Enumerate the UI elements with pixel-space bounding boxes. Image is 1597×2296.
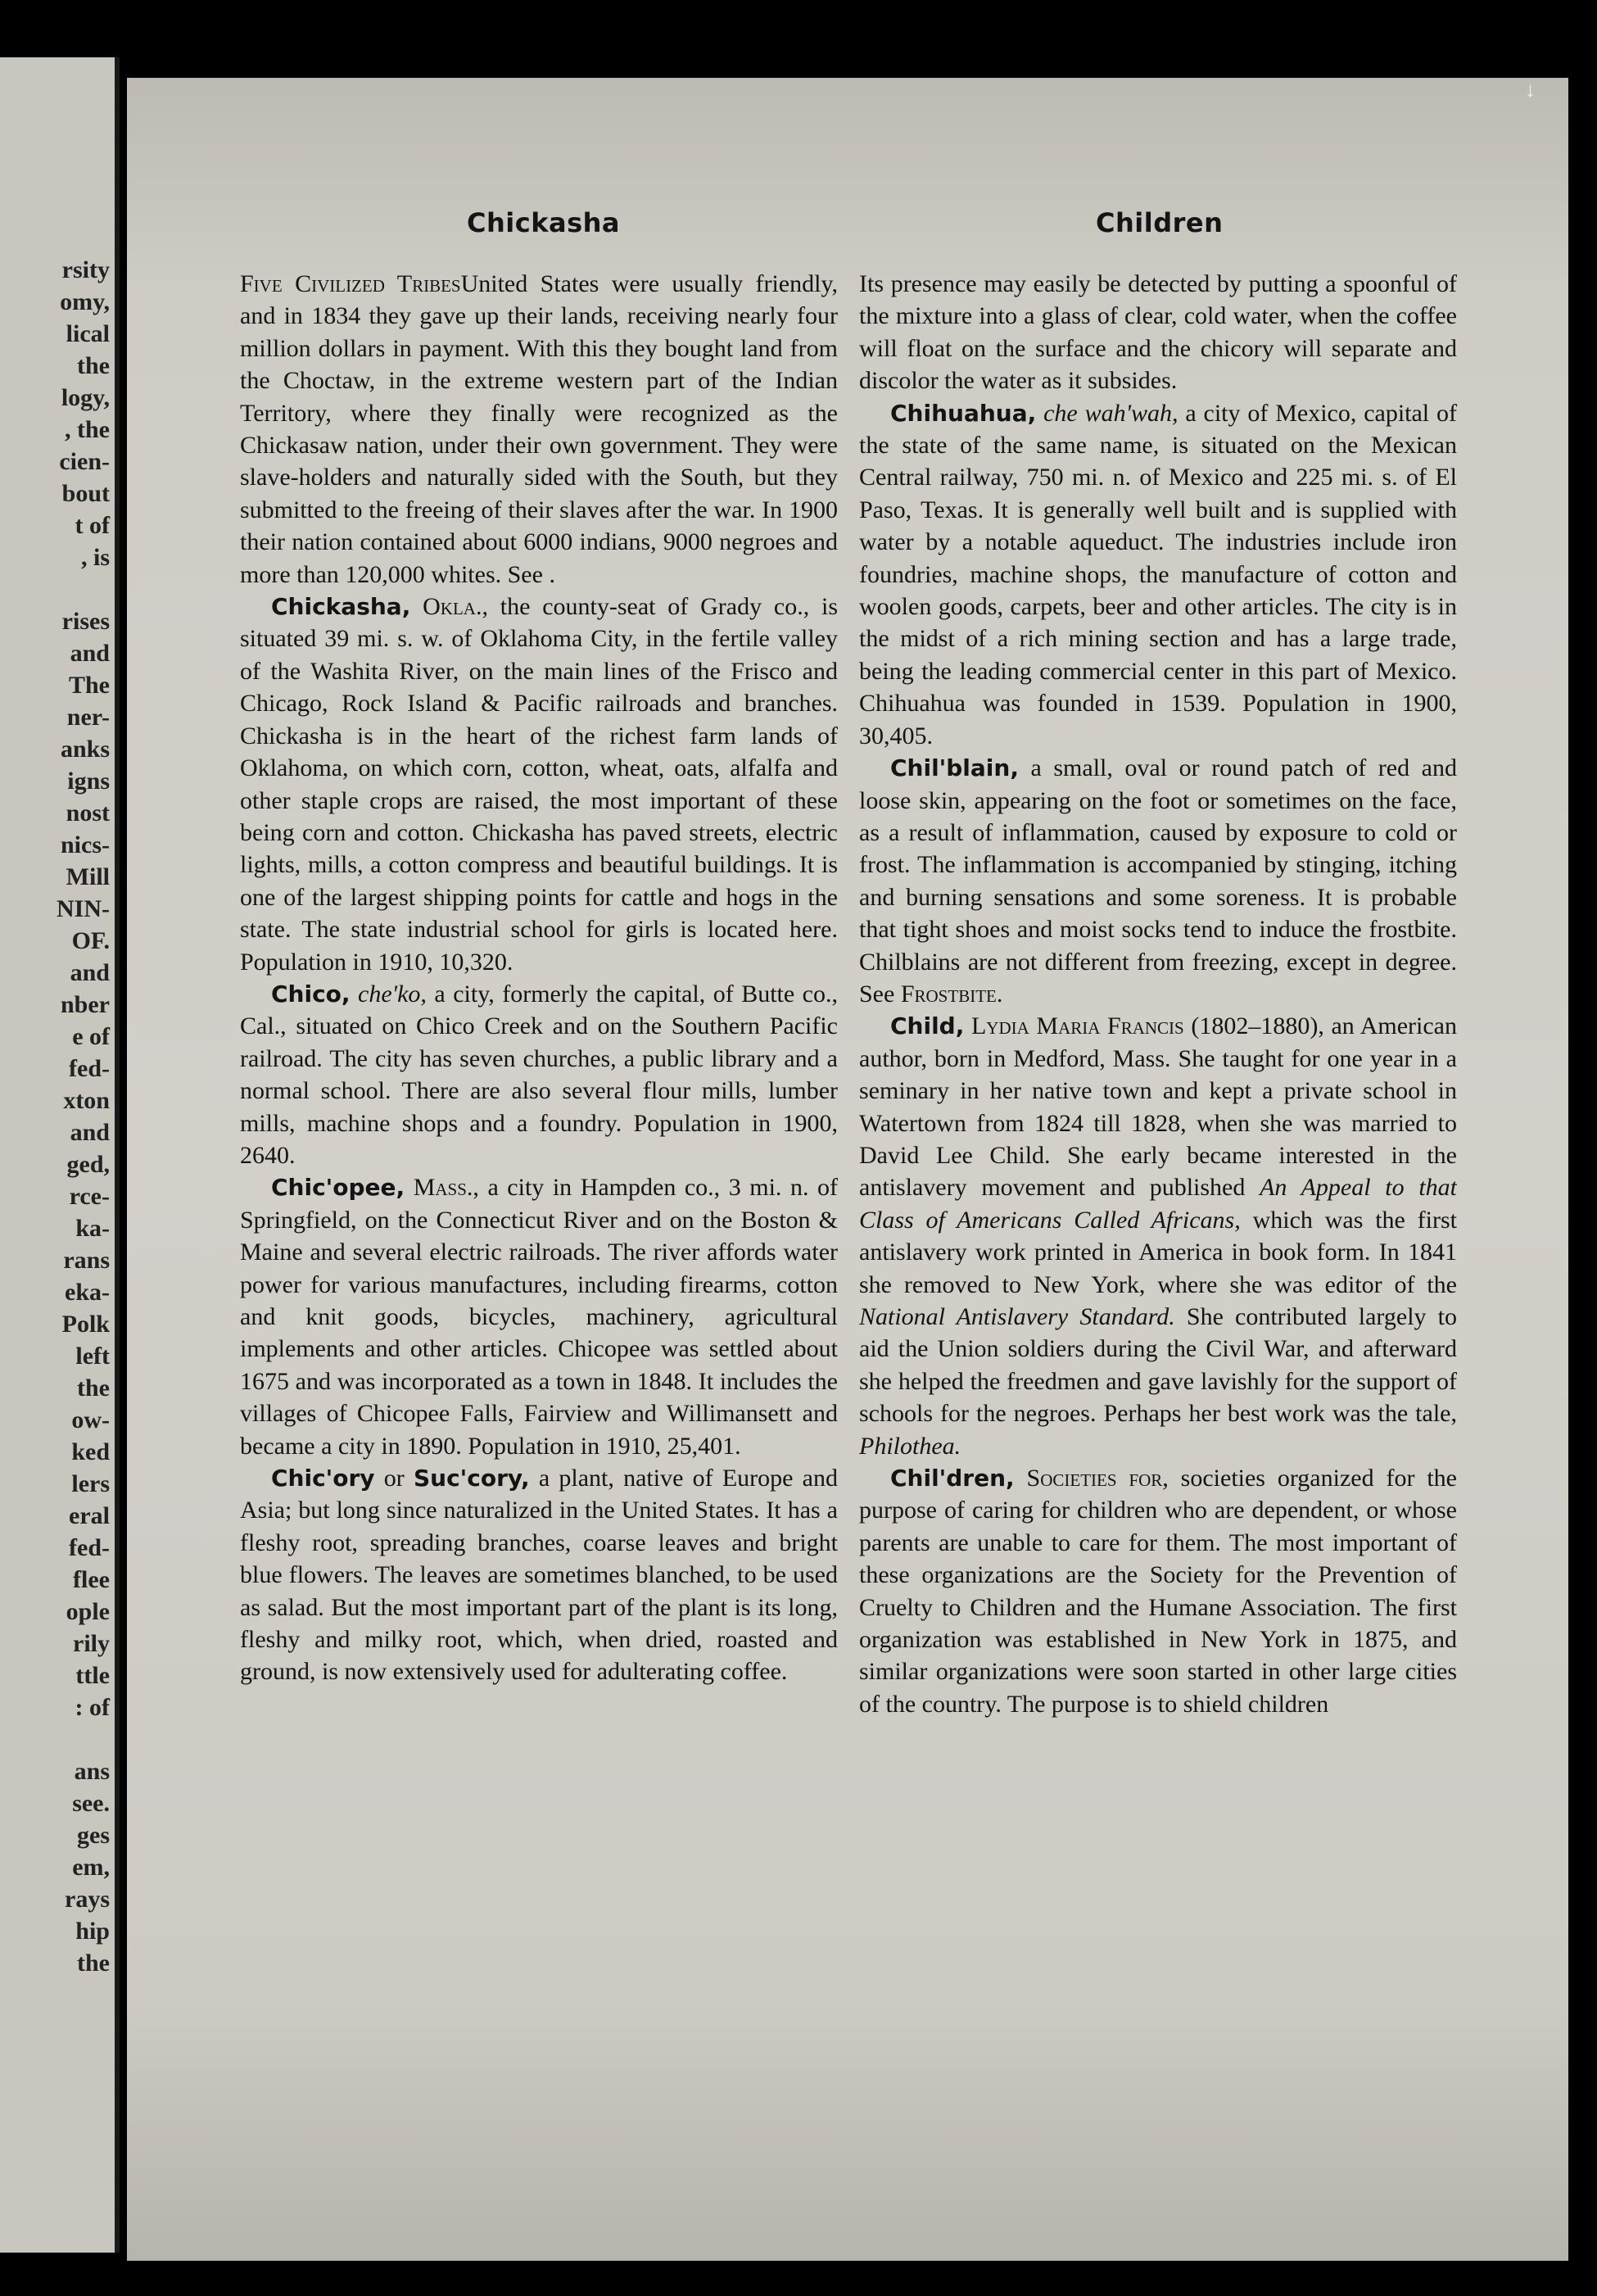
- margin-fragment: see.: [72, 1790, 110, 1817]
- headword: Chickasha,: [271, 593, 411, 621]
- margin-fragment: ges: [77, 1822, 110, 1849]
- margin-fragment: rily: [73, 1630, 110, 1657]
- margin-fragment: bout: [61, 480, 110, 507]
- margin-fragment: [3, 573, 110, 605]
- entry-paragraph: [240, 1171, 838, 1462]
- margin-fragment: ked: [71, 1438, 110, 1465]
- headword: Chil'dren,: [890, 1465, 1015, 1492]
- entry-paragraph: [240, 978, 838, 1171]
- margin-fragment: and: [70, 1119, 110, 1146]
- margin-fragment: ged,: [66, 1151, 110, 1178]
- margin-fragment: ow-: [71, 1406, 110, 1433]
- margin-fragment: nber: [61, 991, 110, 1018]
- headword: Chil'blain,: [890, 754, 1019, 782]
- margin-fragment: : of: [75, 1694, 110, 1721]
- entry-text: a city in Hampden co., 3 mi. n. of Springfield, on the Connecticut River and on the Boston & Maine and several electric railroads. The river affords water power for various manufactures, including firearms, cotton and knit goods, bicycles, machinery, agricultural implements and other articles. Chicopee was settled about 1675 and was incorporated as a town in 1848. It includes the villages of Chicopee Falls, Fairview and Willimansett and became a city in 1890. Population in 1910, 25,401.: [240, 1174, 838, 1460]
- margin-fragment: em,: [72, 1854, 110, 1881]
- small-caps-text: Okla.,: [410, 593, 488, 621]
- margin-fragment: igns: [67, 768, 110, 795]
- entry-text: societies organized for the purpose of caring for children who are dependent, or whose parents are unable to care for them. The most important of these organizations are the Society for the Prevention of Cruelty to Children and the Humane Association. The first organization was established in New York in 1875, and similar organizations were soon started in other large cities of the country. The purpose is to shield children: [859, 1465, 1457, 1718]
- margin-fragment: flee: [73, 1566, 110, 1593]
- entry-text: a plant, native of Europe and Asia; but long since naturalized in the United States. It has a fleshy root, spreading branches, coarse leaves and bright blue flowers. The leaves are sometimes blanched, to be used as salad. But the most important part of the plant is its long, fleshy and milky root, which, when dried, roasted and ground, is now extensively used for adulterating coffee.: [240, 1465, 838, 1686]
- entry-text: which was the first antislavery work printed in America in book form. In 1841 she removed to New York, where she was editor of the: [859, 1206, 1457, 1298]
- entry-paragraph: [859, 397, 1457, 752]
- entry-text: .: [549, 560, 555, 588]
- margin-fragment: Polk: [61, 1311, 110, 1338]
- margin-fragment: fed-: [69, 1534, 110, 1561]
- margin-fragment: rays: [65, 1886, 110, 1913]
- small-caps-text: Lydia Maria Francis: [964, 1012, 1184, 1040]
- margin-fragment: xton: [63, 1087, 110, 1114]
- pronunciation: che wah'wah,: [1036, 399, 1179, 427]
- entry-paragraph: [859, 1462, 1457, 1720]
- running-head-right: Children: [1096, 207, 1224, 238]
- margin-fragment: logy,: [61, 384, 110, 411]
- margin-fragment: NIN-: [57, 895, 110, 922]
- margin-fragment: ans: [74, 1758, 110, 1785]
- margin-fragment: lers: [71, 1470, 110, 1497]
- margin-fragment: and: [70, 959, 110, 986]
- connector: or: [374, 1465, 414, 1492]
- margin-fragment: lical: [66, 320, 110, 347]
- margin-fragment: and: [70, 640, 110, 667]
- margin-fragment: anks: [60, 736, 110, 763]
- margin-fragment: Mill: [66, 863, 110, 890]
- margin-fragment: ttle: [75, 1662, 110, 1689]
- entry-text: (1802–1880), an American author, born in Medford, Mass. She taught for one year in a seminary in her native town and kept a private school in Watertown from 1824 till 1828, when she was married to David Lee Child. She early became interested in the antislavery movement and published: [859, 1012, 1457, 1202]
- entry-paragraph: [240, 1462, 838, 1688]
- entry-text: United States were usually friendly, and in 1834 they gave up their lands, receiving nearly four million dollars in payment. With this they bought land from the Choctaw, in the extreme western part of the Indian Territory, where they finally were recognized as the Chickasaw nation, under their own government. They were slave-holders and naturally sided with the South, but they submitted to the freeing of their slaves after the war. In 1900 their nation contained about 6000 indians, 9000 negroes and more than 120,000 whites. See: [240, 270, 838, 588]
- entry-text: a city of Mexico, capital of the state of the same name, is situated on the Mexican Central railway, 750 mi. n. of Mexico and 225 mi. s. of El Paso, Texas. It is generally well built and is supplied with water by a notable aqueduct. The industries include iron foundries, machine shops, the manufacture of cotton and woolen goods, carpets, beer and other articles. The city is in the midst of a rich mining section and has a large trade, being the leading commercial center in this part of Mexico. Chihuahua was founded in 1539. Population in 1900, 30,405.: [859, 399, 1457, 749]
- margin-fragment: fed-: [69, 1055, 110, 1082]
- margin-fragment: rsity: [61, 256, 110, 283]
- headword: Child,: [890, 1012, 965, 1040]
- margin-fragment: rans: [63, 1247, 110, 1274]
- margin-fragment: , the: [65, 416, 110, 443]
- book-page: [127, 78, 1568, 2261]
- corner-mark: ↓: [1525, 78, 1536, 102]
- headword: Chihuahua,: [890, 399, 1037, 427]
- entry-text: Its presence may easily be detected by putting a spoonful of the mixture into a glass of clear, cold water, when the coffee will float on the surface and the chicory will separate and discolor the water as it subsides.: [859, 270, 1457, 395]
- margin-fragment: e of: [72, 1023, 110, 1050]
- headword: Chico,: [271, 980, 351, 1008]
- margin-fragment: ka-: [75, 1215, 110, 1242]
- entry-text: the county-seat of Grady co., is situated 39 mi. s. w. of Oklahoma City, in the fertile valley of the Washita River, on the main lines of the Frisco and Chicago, Rock Island & Pacific railroads and branches. Chickasha is in the heart of the richest farm lands of Oklahoma, on which corn, cotton, wheat, oats, alfalfa and other staple crops are raised, the most important of these being corn and cotton. Chickasha has paved streets, electric lights, mills, a cotton compress and beautiful buildings. It is one of the largest shipping points for cattle and hogs in the state. The state industrial school for girls is located here. Population in 1910, 10,320.: [240, 593, 838, 976]
- margin-fragment: left: [75, 1343, 110, 1370]
- entry-paragraph: [859, 268, 1457, 397]
- margin-fragment: the: [77, 1374, 110, 1402]
- margin-fragment: [3, 1723, 110, 1755]
- headword: Suc'cory,: [413, 1465, 530, 1492]
- italic-title: National Antislavery Standard.: [859, 1303, 1175, 1330]
- italic-title: Philothea.: [859, 1432, 961, 1460]
- margin-fragment: nost: [66, 799, 110, 826]
- margin-fragment: ople: [66, 1598, 110, 1625]
- margin-fragment: eral: [69, 1502, 110, 1529]
- margin-fragment: the: [77, 1950, 110, 1977]
- entry-paragraph: [859, 1010, 1457, 1462]
- margin-fragment: , is: [80, 544, 110, 571]
- entry-text: a city, formerly the capital, of Butte co., Cal., situated on Chico Creek and on the Southern Pacific railroad. The city has seven churches, a public library and a normal school. There are also several flour mills, lumber mills, machine shops and a foundry. Population in 1900, 2640.: [240, 980, 838, 1169]
- right-column: [859, 268, 1457, 2217]
- small-caps-text: Five Civilized Tribes: [240, 270, 461, 297]
- margin-fragment: omy,: [60, 288, 110, 315]
- entry-text: a small, oval or round patch of red and loose skin, appearing on the foot or sometimes on the face, as a result of inflammation, caused by exposure to cold or frost. The inflammation is accompanied by stinging, itching and burning sensations and some soreness. It is probable that tight shoes and moist socks tend to induce the frostbite. Chilblains are not different from freezing, except in degree. See: [859, 754, 1457, 1008]
- entry-paragraph: [240, 591, 838, 978]
- cross-reference: Frostbite: [900, 980, 997, 1008]
- small-caps-text: Societies for,: [1014, 1465, 1169, 1492]
- entry-text: .: [996, 980, 1003, 1008]
- margin-fragment: hip: [75, 1918, 110, 1945]
- margin-fragment: rce-: [69, 1183, 110, 1210]
- margin-fragment: rises: [61, 608, 110, 635]
- entry-paragraph: [859, 752, 1457, 1010]
- pronunciation: che'ko,: [350, 980, 427, 1008]
- margin-fragment: eka-: [65, 1279, 110, 1306]
- headword: Chic'opee,: [271, 1174, 405, 1202]
- margin-fragment: the: [77, 352, 110, 379]
- margin-fragment: cien-: [59, 448, 110, 475]
- entry-paragraph: [240, 268, 838, 591]
- margin-fragment: nics-: [61, 831, 110, 858]
- italic-title: An Appeal to that Class of Americans Called Africans,: [859, 1174, 1457, 1234]
- left-column: [240, 268, 838, 2217]
- running-head-left: Chickasha: [467, 207, 620, 238]
- small-caps-text: Mass.,: [405, 1174, 479, 1202]
- margin-fragment: The: [68, 672, 110, 699]
- margin-fragment: t of: [75, 512, 110, 539]
- adjacent-page-fragments: [3, 254, 110, 1979]
- margin-fragment: ner-: [66, 704, 110, 731]
- margin-fragment: OF.: [71, 927, 110, 954]
- headword: Chic'ory: [271, 1465, 375, 1492]
- adjacent-page-edge: [0, 57, 120, 2253]
- entry-text: She contributed largely to aid the Union soldiers during the Civil War, and afterward she helped the freedmen and gave lavishly for the support of schools for the negroes. Perhaps her best work was the tale,: [859, 1303, 1457, 1428]
